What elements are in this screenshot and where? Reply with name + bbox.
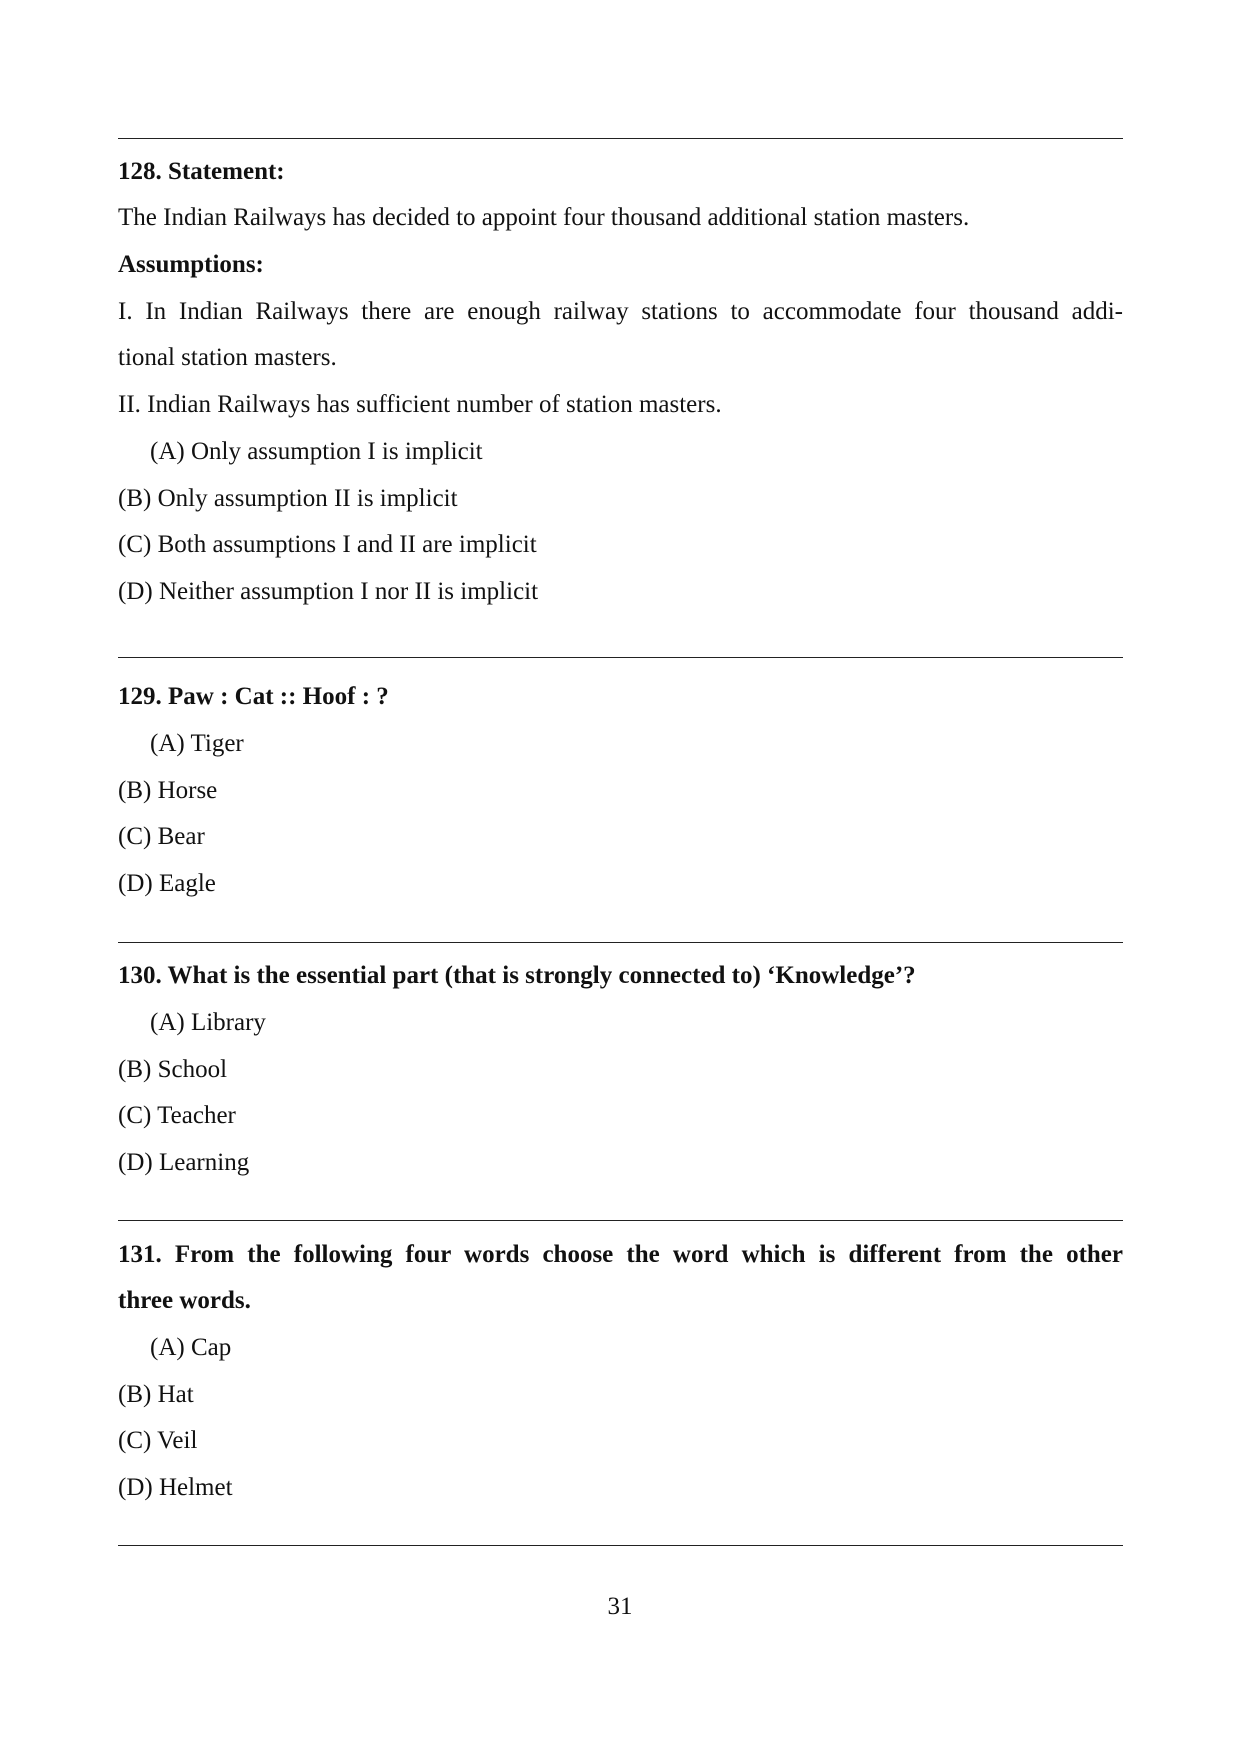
question-129-option-d[interactable]: (D) Eagle [118,870,216,897]
divider [118,657,1123,658]
question-128-assumption-2: II. Indian Railways has sufficient number of station masters. [118,391,722,418]
question-128-assumption-1: I. In Indian Railways there are enough railway stations to accommodate four thousand addi- [118,298,1123,325]
question-131-option-a[interactable]: (A) Cap [150,1334,232,1361]
question-131-heading-cont: three words. [118,1287,251,1314]
page-number: 31 [607,1593,633,1620]
question-128-option-b[interactable]: (B) Only assumption II is implicit [118,485,458,512]
question-130-option-d[interactable]: (D) Learning [118,1149,250,1176]
divider [118,138,1123,139]
question-128-heading: 128. Statement: [118,158,285,185]
question-129-option-c[interactable]: (C) Bear [118,823,205,850]
question-129-heading: 129. Paw : Cat :: Hoof : ? [118,683,389,710]
question-128-option-c[interactable]: (C) Both assumptions I and II are implicit [118,531,537,558]
divider [118,942,1123,943]
question-128-statement: The Indian Railways has decided to appoint four thousand additional station masters. [118,204,970,231]
question-131-heading: 131. From the following four words choose the word which is different from the other [118,1241,1123,1268]
question-130-option-c[interactable]: (C) Teacher [118,1102,236,1129]
question-128-assumption-1-cont: tional station masters. [118,344,337,371]
question-131-option-b[interactable]: (B) Hat [118,1381,194,1408]
divider [118,1220,1123,1221]
question-130-option-b[interactable]: (B) School [118,1056,228,1083]
question-130-heading: 130. What is the essential part (that is strongly connected to) ‘Knowledge’? [118,962,916,989]
question-131-option-c[interactable]: (C) Veil [118,1427,198,1454]
question-129-option-b[interactable]: (B) Horse [118,777,218,804]
question-130-option-a[interactable]: (A) Library [150,1009,266,1036]
question-128-option-a[interactable]: (A) Only assumption I is implicit [150,438,483,465]
question-128-option-d[interactable]: (D) Neither assumption I nor II is implicit [118,578,539,605]
divider [118,1545,1123,1546]
question-131-option-d[interactable]: (D) Helmet [118,1474,233,1501]
question-129-option-a[interactable]: (A) Tiger [150,730,244,757]
question-128-assumptions-label: Assumptions: [118,251,264,278]
